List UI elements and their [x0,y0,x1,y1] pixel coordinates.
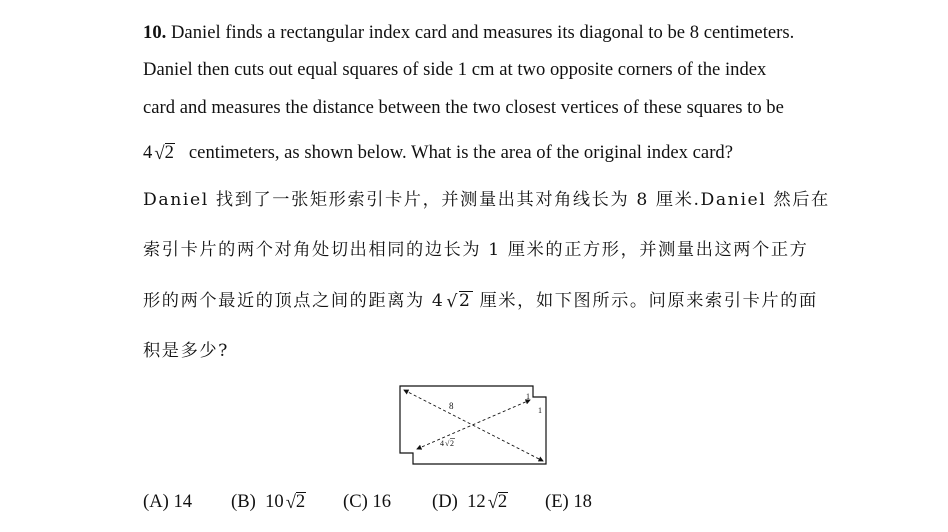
answer-choice-e: (E) 18 [545,491,592,512]
problem-text-chinese-line-4: 积是多少? [143,341,229,361]
short-distance-label-radicand: 2 [450,439,454,448]
short-distance-label-coef: 4 [440,439,444,448]
answer-choice-b [231,491,306,513]
sqrt-radicand: 2 [497,491,508,512]
problem-line-4 [143,142,733,164]
answer-choice-b-coef: 10 [265,491,284,512]
diagonal-line [404,390,543,461]
short-distance-line [417,400,530,449]
sqrt-expression [152,142,175,164]
sqrt-coefficient: 4 [143,142,153,163]
cut-top-label: 1 [526,392,530,401]
sqrt-radicand: 2 [458,291,472,311]
problem-text-chinese-line-2: 索引卡片的两个对角处切出相同的边长为 1 厘米的正方形，并测量出这两个正方 [143,240,809,260]
cut-side-label: 1 [538,406,542,415]
short-distance-label-radical: √ [445,439,450,448]
sqrt-expression [284,491,307,513]
problem-text-line-4: centimeters, as shown below. What is the area of the original index card? [188,142,734,163]
answer-choice-d [432,491,508,513]
diagonal-label: 8 [449,401,454,411]
sqrt-expression [444,290,472,312]
sqrt-radicand: 2 [295,491,306,512]
problem-text-line-1: Daniel finds a rectangular index card and measures its diagonal to be 8 centimeters. [170,22,795,43]
answer-choice-d-label: (D) [432,491,458,512]
problem-text-chinese-line-3-post: 厘米，如下图所示。问原来索引卡片的面 [472,291,818,311]
sqrt-radicand: 2 [164,142,174,163]
problem-line-1 [143,22,794,44]
problem-text-chinese-line-3-pre: 形的两个最近的顶点之间的距离为 4 [143,291,445,311]
problem-text-chinese-line-1: Daniel 找到了一张矩形索引卡片，并测量出其对角线长为 8 厘米.Daniel 然后在 [143,190,830,210]
problem-number: 10. [143,22,167,43]
problem-text-line-2: Daniel then cuts out equal squares of side 1 cm at two opposite corners of the index [143,59,767,80]
answer-choice-b-label: (B) [231,491,256,512]
radical-symbol: √ [487,492,498,513]
radical-symbol: √ [446,292,459,312]
problem-text-line-3: card and measures the distance between the two closest vertices of these squares to be [143,97,784,118]
answer-choice-a: (A) 14 [143,491,193,512]
index-card-diagram [396,383,552,467]
problem-line-chinese-3 [143,290,818,312]
radical-symbol: √ [285,492,296,513]
answer-choice-d-coef: 12 [467,491,486,512]
sqrt-expression [486,491,509,513]
radical-symbol: √ [154,143,165,164]
answer-choice-c: (C) 16 [343,491,392,512]
